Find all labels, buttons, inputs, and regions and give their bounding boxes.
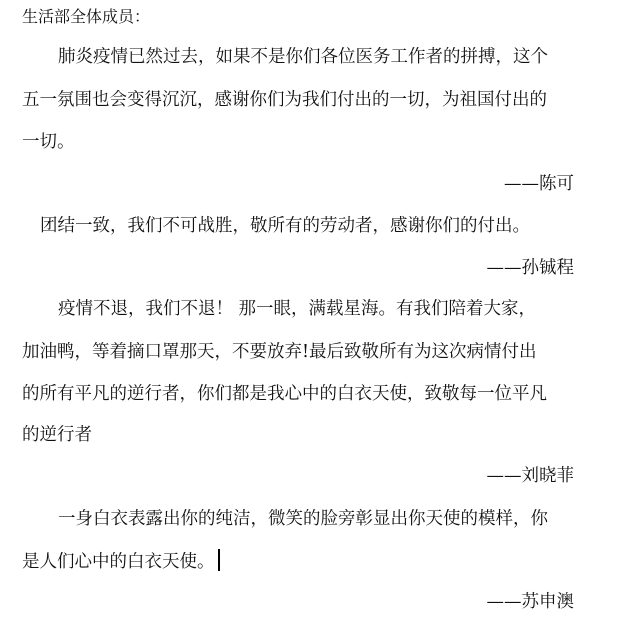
message-1-line-1: 肺炎疫情已然过去，如果不是你们各位医务工作者的拼搏，这个 (58, 47, 548, 67)
message-3-line-2: 加油鸭，等着摘口罩那天，不要放弃!最后致敬所有为这次病情付出 (22, 342, 537, 362)
message-4-signature: ——苏申澳 (486, 592, 574, 612)
message-4-line-2 (22, 549, 578, 573)
message-3-line-3: 的所有平凡的逆行者，你们都是我心中的白衣天使，致敬每一位平凡 (22, 384, 547, 404)
text-cursor[interactable] (218, 549, 220, 571)
salutation: 生活部全体成员： (22, 7, 151, 26)
message-3-line-4: 的逆行者 (22, 425, 92, 445)
message-3-line-1: 疫情不退，我们不退！ 那一眼，满载星海。有我们陪着大家， (58, 299, 537, 319)
message-4-line-2-text: 是人们心中的白衣天使。 (22, 552, 215, 572)
message-2-signature: ——孙铖程 (486, 258, 574, 278)
message-3-signature: ——刘晓菲 (486, 466, 574, 486)
message-4-line-1: 一身白衣表露出你的纯洁，微笑的脸旁彰显出你天使的模样，你 (58, 509, 548, 529)
message-1-line-2: 五一氛围也会变得沉沉，感谢你们为我们付出的一切，为祖国付出的 (22, 90, 547, 110)
message-2-line-1: 团结一致，我们不可战胜，敬所有的劳动者，感谢你们的付出。 (40, 216, 530, 236)
message-1-signature: ——陈可 (504, 174, 574, 194)
message-1-line-3: 一切。 (22, 132, 75, 152)
